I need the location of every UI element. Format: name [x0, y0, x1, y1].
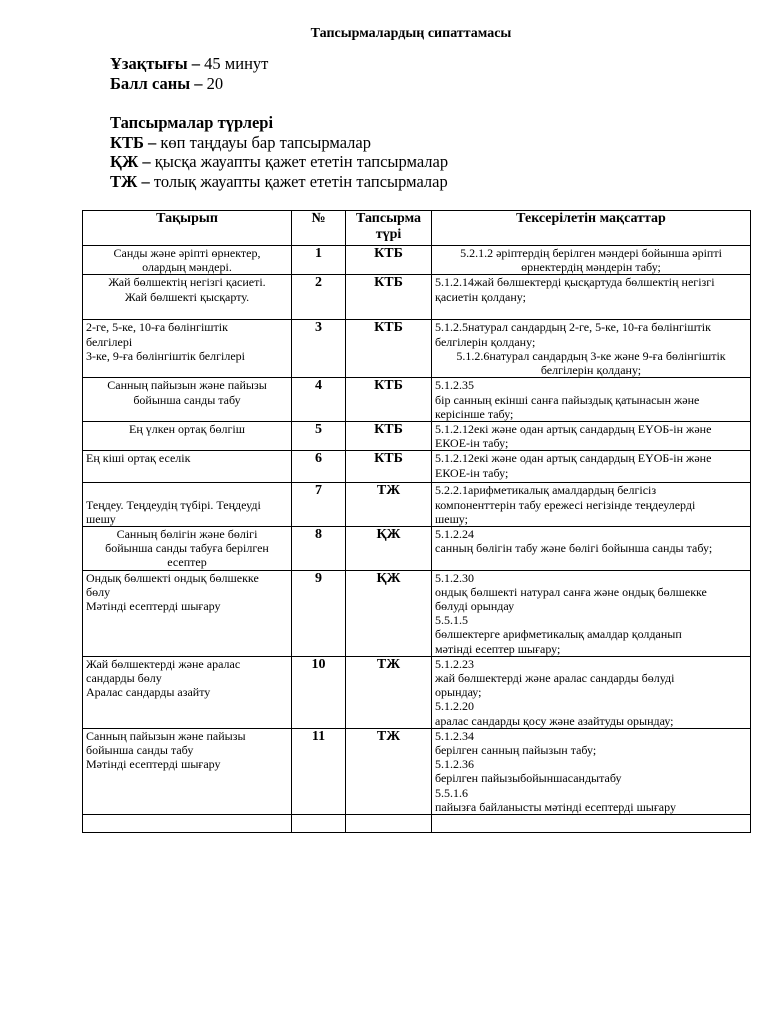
objective-line: жай бөлшектерді және аралас сандарды бөлуді — [435, 671, 675, 686]
table-row — [83, 570, 751, 656]
objective-line: бір санның екінші санға пайыздық қатынасын және — [435, 392, 700, 407]
task-type-cell: ТЖ — [346, 728, 432, 814]
objectives-cell — [432, 246, 751, 275]
task-number-cell: 4 — [292, 378, 346, 422]
objective-line: санның бөлігін табу және бөлігі бойынша санды табу; — [435, 541, 713, 556]
task-number-cell: 6 — [292, 451, 346, 483]
task-type-cell: ТЖ — [346, 656, 432, 728]
objective-line: компоненттерін табу ережесі негізінде теңдеулерді — [435, 497, 696, 512]
objective-line: пайызға байланысты мәтінді есептерді шығару — [435, 799, 676, 814]
topic-line: Санды және әріпті өрнектер, — [113, 246, 261, 260]
topic-line: Санның пайызын және пайызы — [86, 728, 246, 743]
task-type-cell: КТБ — [346, 320, 432, 378]
task-type-cell: ТЖ — [346, 483, 432, 527]
task-type-cell: КТБ — [346, 451, 432, 483]
task-type-code: ҚЖ – — [110, 152, 151, 171]
header-number: № — [292, 211, 346, 246]
empty-cell — [83, 815, 292, 833]
task-type-cell: ҚЖ — [346, 527, 432, 571]
objective-line: 5.1.2.36 — [435, 757, 474, 772]
objective-line: ЕКОЕ-ін табу; — [435, 465, 509, 480]
topic-cell — [83, 483, 292, 527]
objectives-cell — [432, 275, 751, 320]
topic-line: бойынша санды табу — [133, 392, 241, 407]
table-row — [83, 656, 751, 728]
objective-line: орындау; — [435, 685, 482, 700]
topic-cell — [83, 728, 292, 814]
topic-line: 3-ке, 9-ға бөлінгіштік белгілері — [86, 348, 246, 363]
task-types-heading-text: Тапсырмалар түрлері — [110, 113, 274, 132]
objective-line: 5.1.2.6натурал сандардың 3-ке және 9-ға бөлінгіштік — [456, 348, 726, 363]
task-type-cell: КТБ — [346, 422, 432, 451]
header-objectives: Тексерілетін мақсаттар — [432, 211, 751, 246]
task-number-cell: 1 — [292, 246, 346, 275]
topic-line: Мәтінді есептерді шығару — [86, 757, 221, 772]
objective-line: 5.1.2.12екі және одан артық сандардың ЕҮОБ-ін және — [435, 422, 712, 437]
objective-line: 5.1.2.24 — [435, 527, 474, 542]
table-row — [83, 320, 751, 378]
topic-line: Жай бөлшектің негізгі қасиеті. — [108, 275, 266, 290]
topic-cell — [83, 570, 292, 656]
topic-line: Аралас сандарды азайту — [86, 685, 211, 700]
topic-cell — [83, 275, 292, 320]
task-type-cell: КТБ — [346, 246, 432, 275]
objective-line: өрнектердің мәндерін табу; — [521, 260, 661, 275]
topic-line: Жай бөлшекті қысқарту. — [124, 289, 250, 304]
task-number-cell: 10 — [292, 656, 346, 728]
duration-value: 45 минут — [200, 54, 269, 73]
topic-cell — [83, 527, 292, 571]
task-type-cell: КТБ — [346, 275, 432, 320]
objective-line: шешу; — [435, 511, 468, 526]
objective-line: белгілерін қолдану; — [540, 363, 642, 378]
topic-line: Мәтінді есептерді шығару — [86, 599, 221, 614]
table-header-row — [83, 211, 751, 246]
topic-line: Теңдеу. Теңдеудің түбірі. Теңдеуді — [86, 497, 261, 512]
document-title: Тапсырмалардың сипаттамасы — [310, 26, 512, 41]
objective-line: ондық бөлшекті натурал санға және ондық бөлшекке — [435, 584, 707, 599]
objective-line: 5.1.2.30 — [435, 570, 474, 585]
topic-line: белгілері — [86, 334, 133, 349]
objective-line: 5.5.1.6 — [435, 785, 468, 800]
objective-line: 5.1.2.34 — [435, 728, 474, 743]
objectives-cell — [432, 422, 751, 451]
objective-line: мәтінді есептер шығару; — [435, 641, 561, 656]
header-topic: Тақырып — [83, 211, 292, 246]
topic-line: бойынша санды табуға берілген — [105, 541, 269, 556]
objective-line: ЕКОЕ-ін табу; — [435, 436, 509, 451]
objectives-cell — [432, 451, 751, 483]
duration-line — [110, 54, 268, 74]
topic-line: 2-ге, 5-ке, 10-ға бөлінгіштік — [86, 320, 228, 335]
topic-cell — [83, 451, 292, 483]
topic-line: Ең үлкен ортақ бөлгіш — [129, 422, 245, 437]
task-type-kzh — [110, 152, 448, 172]
objective-line: қасиетін қолдану; — [435, 289, 526, 304]
table-row — [83, 527, 751, 571]
objective-line: 5.1.2.35 — [435, 378, 474, 393]
objective-line: керісінше табу; — [435, 406, 514, 421]
topic-line: сандарды бөлу — [86, 671, 162, 686]
objectives-cell — [432, 656, 751, 728]
table-row — [83, 483, 751, 527]
objective-line: 5.1.2.12екі және одан артық сандардың ЕҮОБ-ін және — [435, 451, 712, 466]
objective-line: 5.1.2.5натурал сандардың 2-ге, 5-ке, 10-ға бөлінгіштік — [435, 320, 711, 335]
task-type-desc: толық жауапты қажет ететін тапсырмалар — [149, 171, 448, 191]
task-type-cell: КТБ — [346, 378, 432, 422]
duration-label: Ұзақтығы – — [110, 54, 201, 73]
topic-line: олардың мәндері. — [142, 260, 232, 275]
empty-cell — [432, 815, 751, 833]
table-row — [83, 275, 751, 320]
empty-cell — [292, 815, 346, 833]
task-type-cell: ҚЖ — [346, 570, 432, 656]
header-task-type: Тапсырма түрі — [346, 211, 432, 246]
objective-line: аралас сандарды қосу және азайтуды орындау; — [435, 713, 674, 728]
task-number-cell: 3 — [292, 320, 346, 378]
objective-line: берілген пайызыбойыншасандытабу — [435, 771, 622, 786]
task-number-cell: 11 — [292, 728, 346, 814]
topic-cell — [83, 656, 292, 728]
table-row-empty — [83, 815, 751, 833]
topic-line: Ең кіші ортақ еселік — [86, 451, 191, 466]
table-row — [83, 728, 751, 814]
task-type-ktb — [110, 133, 371, 153]
score-value: 20 — [202, 73, 224, 93]
task-number-cell: 7 — [292, 483, 346, 527]
objective-line: 5.2.1.2 әріптердің берілген мәндері бойынша әріпті — [460, 246, 722, 260]
objectives-cell — [432, 378, 751, 422]
topic-cell — [83, 246, 292, 275]
task-types-heading — [110, 113, 273, 133]
topic-cell — [83, 378, 292, 422]
task-specification-table — [82, 210, 751, 833]
topic-line: есептер — [167, 555, 207, 570]
objective-line: бөлуді орындау — [435, 599, 515, 614]
topic-line: Санның бөлігін және бөлігі — [116, 527, 258, 542]
topic-cell — [83, 320, 292, 378]
task-number-cell: 8 — [292, 527, 346, 571]
table-row — [83, 378, 751, 422]
topic-line: Ондық бөлшекті ондық бөлшекке — [86, 570, 259, 585]
task-type-tzh — [110, 172, 448, 192]
table-body — [83, 246, 751, 833]
topic-line: Санның пайызын және пайызы — [107, 378, 267, 393]
task-type-desc: қысқа жауапты қажет ететін тапсырмалар — [150, 152, 449, 171]
objectives-cell — [432, 320, 751, 378]
objective-line: 5.1.2.23 — [435, 656, 474, 671]
objective-line: 5.1.2.14жай бөлшектерді қысқартуда бөлшектің негізгі — [435, 275, 715, 290]
objectives-cell — [432, 728, 751, 814]
objective-line: 5.2.2.1арифметикалық амалдардың белгісіз — [435, 483, 657, 498]
table-row — [83, 246, 751, 275]
task-type-code: ТЖ – — [110, 171, 150, 191]
task-number-cell: 5 — [292, 422, 346, 451]
topic-line: бөлу — [86, 584, 111, 599]
topic-cell — [83, 422, 292, 451]
objective-line: 5.1.2.20 — [435, 699, 474, 714]
objectives-cell — [432, 570, 751, 656]
task-number-cell: 9 — [292, 570, 346, 656]
topic-line: бойынша санды табу — [86, 743, 194, 758]
empty-cell — [346, 815, 432, 833]
task-type-code: КТБ – — [110, 132, 157, 152]
objective-line: бөлшектерге арифметикалық амалдар қолданып — [435, 627, 682, 642]
objectives-cell — [432, 483, 751, 527]
task-type-desc: көп таңдауы бар тапсырмалар — [156, 132, 371, 152]
score-label: Балл саны – — [110, 73, 203, 93]
objective-line: белгілерін қолдану; — [435, 334, 536, 349]
objective-line: 5.5.1.5 — [435, 613, 468, 628]
table-row — [83, 422, 751, 451]
task-number-cell: 2 — [292, 275, 346, 320]
objective-line: берілген санның пайызын табу; — [435, 743, 597, 758]
topic-line: шешу — [86, 511, 116, 526]
objectives-cell — [432, 527, 751, 571]
topic-line — [86, 483, 288, 497]
table-row — [83, 451, 751, 483]
topic-line: Жай бөлшектерді және аралас — [86, 656, 241, 671]
score-line — [110, 74, 223, 94]
